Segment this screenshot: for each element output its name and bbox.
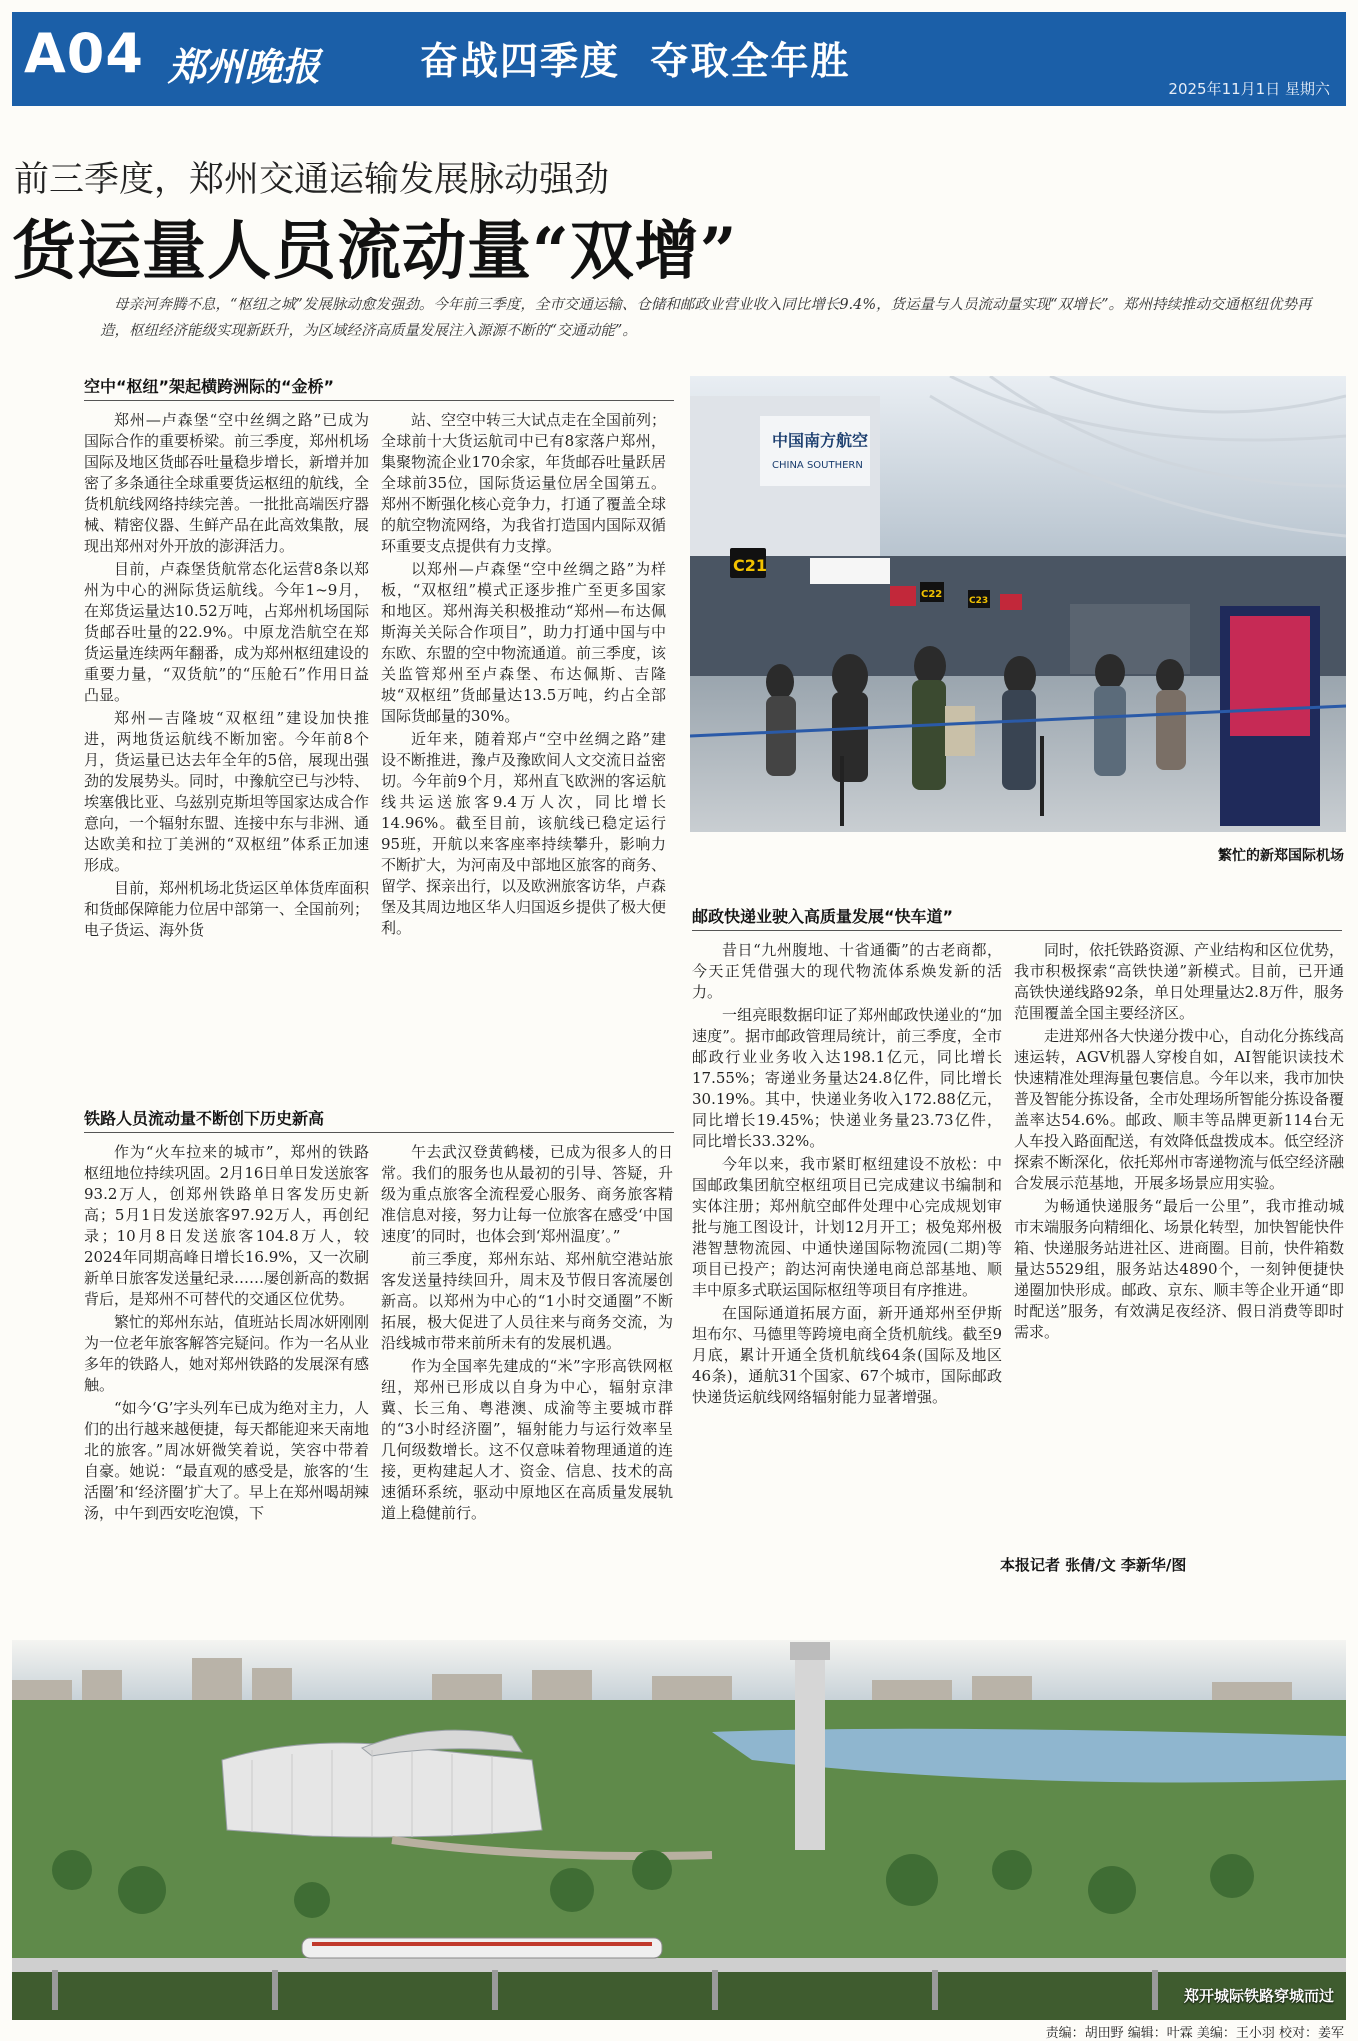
paragraph: 近年来，随着郑卢“空中丝绸之路”建设不断推进，豫卢及豫欧间人文交流日益密切。今年前9个月，郑州直飞欧洲的客运航线共运送旅客9.4万人次，同比增长14.96%。截至目前，该航线已稳定运行95班，开航以来客座率持续攀升，影响力不断扩大，为河南及中部地区旅客的商务、留学、探亲出行，以及欧洲旅客访华，卢森堡及其周边地区华人归国返乡提供了极大便利。 bbox=[381, 730, 666, 937]
paragraph: 目前，卢森堡货航常态化运营8条以郑州为中心的洲际货运航线。今年1~9月，在郑货运量达10.52万吨，占郑州机场国际货邮吞吐量的22.9%。中原龙浩航空在郑货运量连续两年翻番，成为郑州枢纽建设的重要力量，“双货航”的“压舱石”作用日益凸显。 bbox=[84, 560, 369, 704]
air-column-1 bbox=[84, 410, 369, 1060]
editor-credits: 责编：胡田野 编辑：叶霖 美编：王小羽 校对：姜军 bbox=[1045, 2026, 1344, 2041]
airport-scene-illustration bbox=[690, 376, 1346, 832]
paragraph: 以郑州—卢森堡“空中丝绸之路”为样板，“双枢纽”模式正逐步推广至更多国家和地区。郑州海关积极推动“郑州—布达佩斯海关关际合作项目”，助力打通中国与中东欧、东盟的空中物流通道。前三季度，该关监管郑州至卢森堡、布达佩斯、吉隆坡“双枢纽”货邮量达13.5万吨，约占全部国际货邮量的30%。 bbox=[381, 560, 666, 725]
air-column-2 bbox=[381, 410, 666, 1060]
rail-column-1 bbox=[84, 1142, 369, 1632]
section-heading-rail: 铁路人员流动量不断创下历史新高 bbox=[84, 1109, 325, 1128]
paragraph: 目前，郑州机场北货运区单体货库面积和货邮保障能力位居中部第一、全国前列；电子货运、海外货 bbox=[84, 879, 369, 939]
counter-sign-c22: C22 bbox=[921, 589, 943, 600]
paragraph: 郑州—卢森堡“空中丝绸之路”已成为国际合作的重要桥梁。前三季度，郑州机场国际及地区货邮吞吐量稳步增长，新增并加密了多条通往全球重要货运枢纽的航线，全货机航线网络持续完善。一批批高端医疗器械、精密仪器、生鲜产品在此高效集散，展现出郑州对外开放的澎湃活力。 bbox=[84, 411, 369, 555]
article-headline: 货运量人员流动量“双增” bbox=[12, 214, 738, 289]
paragraph: 前三季度，郑州东站、郑州航空港站旅客发送量持续回升，周末及节假日客流屡创新高。以郑州为中心的“1小时交通圈”不断拓展，极大促进了人员往来与商务交流，为沿线城市带来前所未有的发展机遇。 bbox=[381, 1250, 673, 1352]
paragraph: 午去武汉登黄鹤楼，已成为很多人的日常。我们的服务也从最初的引导、答疑，升级为重点旅客全流程爱心服务、商务旅客精准信息对接，努力让每一位旅客在感受‘中国速度’的同时，也体会到‘郑州温度’。” bbox=[381, 1143, 673, 1245]
header-slogan: 奋战四季度 夺取全年胜 bbox=[420, 39, 851, 83]
airport-photo bbox=[690, 376, 1346, 832]
paragraph: 在国际通道拓展方面，新开通郑州至伊斯坦布尔、马德里等跨境电商全货机航线。截至9月底，累计开通全货机航线64条(国际及地区46条)，通航31个国家、67个城市，国际邮政快递货运航线网络辐射能力显著增强。 bbox=[692, 1304, 1002, 1406]
article-byline: 本报记者 张倩/文 李新华/图 bbox=[1000, 1556, 1187, 1574]
paragraph: 一组亮眼数据印证了郑州邮政快递业的“加速度”。据市邮政管理局统计，前三季度，全市邮政行业业务收入达198.1亿元，同比增长17.55%；寄递业务量达24.8亿件，同比增长30.19%。其中，快递业务收入172.88亿元，同比增长19.45%；快递业务量23.73亿件，同比增长33.32%。 bbox=[692, 1006, 1002, 1150]
section-rule bbox=[84, 400, 674, 401]
section-rule bbox=[692, 930, 1342, 931]
paragraph: 走进郑州各大快递分拨中心，自动化分拣线高速运转，AGV机器人穿梭自如，AI智能识读技术快速精准处理海量包裹信息。今年以来，我市加快普及智能分拣设备，全市处理场所智能分拣设备覆盖率达54.6%。邮政、顺丰等品牌更新114台无人车投入路面配送，有效降低盘拨成本。低空经济探索不断深化，依托郑州市寄递物流与低空经济融合发展示范基地，开展多场景应用实验。 bbox=[1014, 1027, 1344, 1192]
rail-column-2 bbox=[381, 1142, 673, 1632]
paragraph: 作为“火车拉来的城市”，郑州的铁路枢纽地位持续巩固。2月16日单日发送旅客93.2万人，创郑州铁路单日客发历史新高；5月1日发送旅客97.92万人，再创纪录；10月8日发送旅客104.8万人，较2024年同期高峰日增长16.9%，又一次刷新单日旅客发送量纪录……屡创新高的数据背后，是郑州不可替代的交通区位优势。 bbox=[84, 1143, 369, 1308]
paragraph: 今年以来，我市紧盯枢纽建设不放松：中国邮政集团航空枢纽项目已完成建议书编制和实体注册；郑州航空邮件处理中心完成规划审批与施工图设计，计划12月开工；极兔郑州极港智慧物流园、中通快递国际物流园(二期)等项目已投产；韵达河南快递电商总部基地、顺丰中原多式联运国际枢纽等项目有序推进。 bbox=[692, 1155, 1002, 1299]
paragraph: 昔日“九州腹地、十省通衢”的古老商都，今天正凭借强大的现代物流体系焕发新的活力。 bbox=[692, 941, 1002, 1001]
page-number: A04 bbox=[24, 22, 144, 85]
airline-sign-en: CHINA SOUTHERN bbox=[772, 460, 863, 471]
airline-sign-cn: 中国南方航空 bbox=[772, 431, 869, 450]
counter-sign-c23: C23 bbox=[969, 596, 989, 606]
paragraph: 繁忙的郑州东站，值班站长周冰妍刚刚为一位老年旅客解答完疑问。作为一名从业多年的铁路人，她对郑州铁路的发展深有感触。 bbox=[84, 1313, 369, 1394]
express-column-1 bbox=[692, 940, 1002, 1580]
section-heading-air: 空中“枢纽”架起横跨洲际的“金桥” bbox=[84, 377, 335, 396]
article-lead: 母亲河奔腾不息，“枢纽之城”发展脉动愈发强劲。今年前三季度，全市交通运输、仓储和邮政业营业收入同比增长9.4%，货运量与人员流动量实现“双增长”。郑州持续推动交通枢纽优势再造，枢纽经济能级实现新跃升，为区域经济高质量发展注入源源不断的“交通动能”。 bbox=[100, 297, 1312, 339]
article-kicker: 前三季度，郑州交通运输发展脉动强劲 bbox=[14, 160, 610, 200]
city-rail-scene-illustration bbox=[12, 1640, 1346, 2020]
rail-photo bbox=[12, 1640, 1346, 2020]
counter-sign-c21: C21 bbox=[733, 556, 768, 575]
section-rule bbox=[84, 1132, 674, 1133]
issue-date: 2025年11月1日 星期六 bbox=[1168, 80, 1330, 98]
paragraph: 郑州—吉隆坡“双枢纽”建设加快推进，两地货运航线不断加密。今年前8个月，货运量已达去年全年的5倍，展现出强劲的发展势头。同时，中豫航空已与沙特、埃塞俄比亚、乌兹别克斯坦等国家达成合作意向，一个辐射东盟、连接中东与非洲、通达欧美和拉丁美洲的“双枢纽”体系正加速形成。 bbox=[84, 709, 369, 874]
express-column-2 bbox=[1014, 940, 1344, 1548]
paragraph: “如今‘G’字头列车已成为绝对主力，人们的出行越来越便捷，每天都能迎来天南地北的旅客。”周冰妍微笑着说，笑容中带着自豪。她说：“最直观的感受是，旅客的‘生活圈’和‘经济圈’扩大了。早上在郑州喝胡辣汤，中午到西安吃泡馍，下 bbox=[84, 1399, 369, 1522]
airport-photo-caption: 繁忙的新郑国际机场 bbox=[1218, 848, 1344, 864]
paragraph: 为畅通快递服务“最后一公里”，我市推动城市末端服务向精细化、场景化转型，加快智能快件箱、快递服务站进社区、进商圈。目前，快件箱数量达5529组，服务站达4890个，一刻钟便捷快递圈加快形成。邮政、京东、顺丰等企业开通“即时配送”服务，有效满足夜经济、假日消费等即时需求。 bbox=[1014, 1197, 1344, 1341]
paragraph: 站、空空中转三大试点走在全国前列；全球前十大货运航司中已有8家落户郑州，集聚物流企业170余家，年货邮吞吐量跃居全球前35位，国际货运量位居全国第五。郑州不断强化核心竞争力，打通了覆盖全球的航空物流网络，为我省打造国内国际双循环重要支点提供有力支撑。 bbox=[381, 411, 666, 555]
newspaper-logo: 郑州晚报 bbox=[168, 44, 321, 89]
paragraph: 同时，依托铁路资源、产业结构和区位优势，我市积极探索“高铁快递”新模式。目前，已开通高铁快递线路92条，单日处理量达2.8万件，服务范围覆盖全国主要经济区。 bbox=[1014, 941, 1344, 1022]
rail-photo-caption: 郑开城际铁路穿城而过 bbox=[1183, 1987, 1334, 2005]
paragraph: 作为全国率先建成的“米”字形高铁网枢纽，郑州已形成以自身为中心，辐射京津冀、长三角、粤港澳、成渝等主要城市群的“3小时经济圈”，辐射能力与运行效率呈几何级数增长。这不仅意味着物理通道的连接，更构建起人才、资金、信息、技术的高速循环系统，驱动中原地区在高质量发展轨道上稳健前行。 bbox=[381, 1357, 673, 1522]
section-heading-express: 邮政快递业驶入高质量发展“快车道” bbox=[692, 907, 954, 926]
